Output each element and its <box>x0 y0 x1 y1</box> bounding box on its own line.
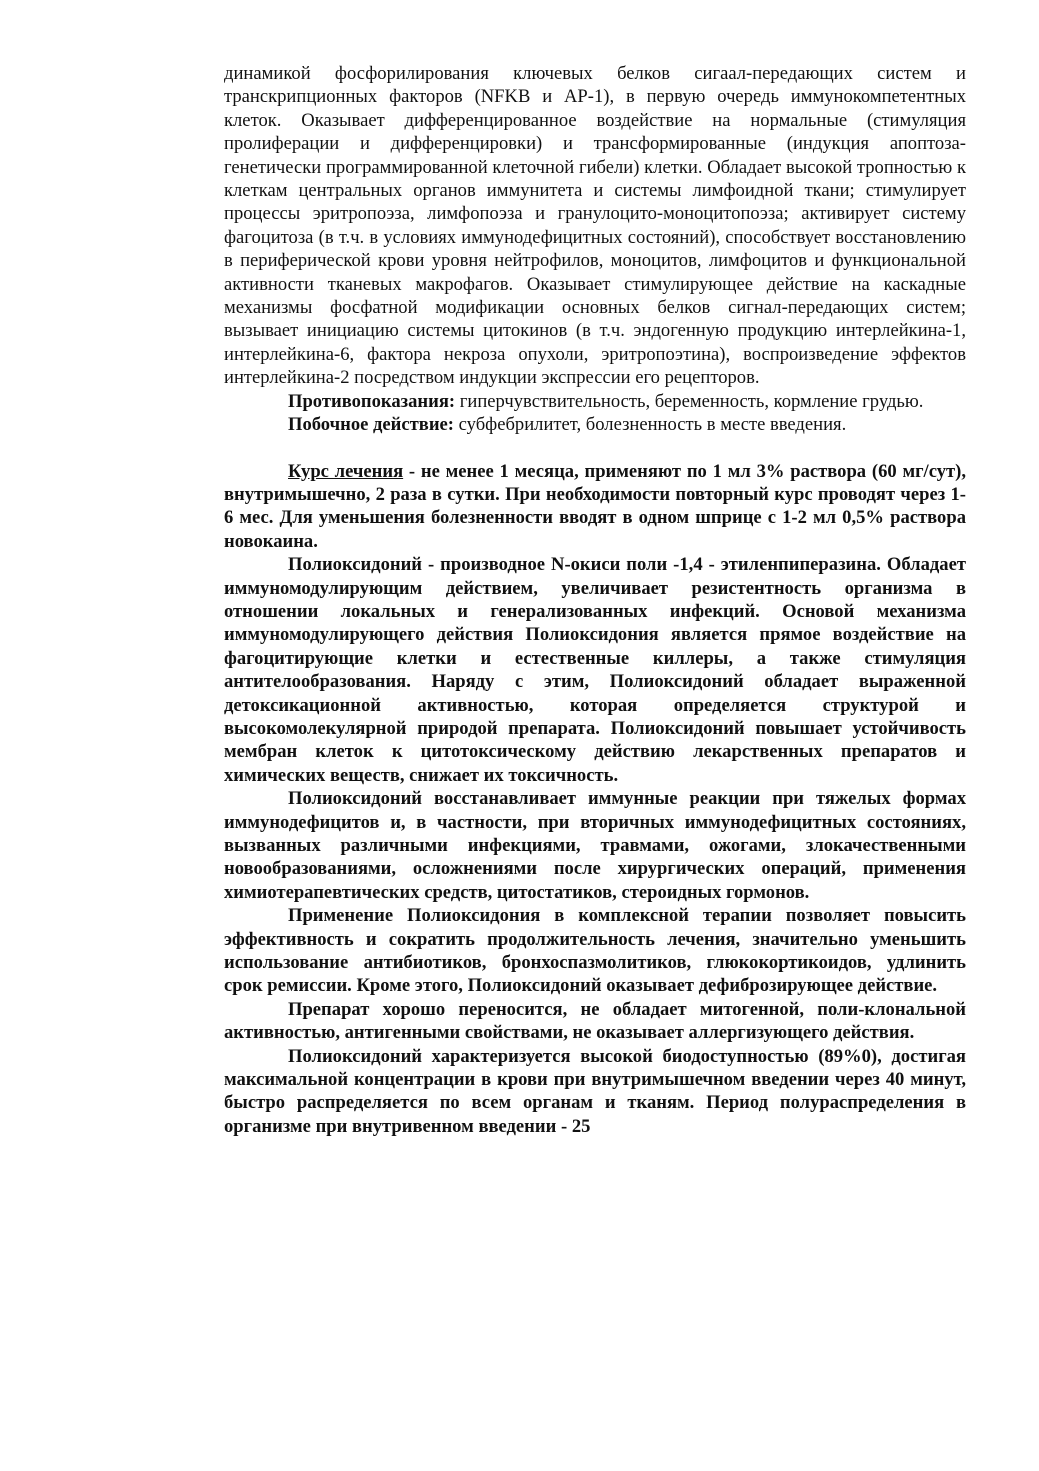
course-label: Курс лечения <box>288 460 404 482</box>
paragraph-polyoxidonium-restores: Полиоксидоний восстанавливает иммунные реакции при тяжелых формах иммунодефицитов и, в частности, при вторичных иммунодефицитных состояниях, вызванных различными инфекциями, травмами, ожогами, злокачественными новообразованиями, осложнениями после хирургических операций, применения химиотерапевтических средств, цитостатиков, стероидных гормонов. <box>224 788 966 903</box>
paragraph-contraindications <box>224 390 966 413</box>
paragraph-mechanism: динамикой фосфорилирования ключевых белков сигаал-передающих систем и транскрипционных факторов (NFKB и AP-1), в первую очередь иммунокомпетентных клеток. Оказывает дифференцированное воздействие на нормальные (стимуляция пролиферации и дифференцировки) и трансформированные (индукция апоптоза- генетически программированной клеточной гибели) клетки. Обладает высокой тропностью к клеткам центральных органов иммунитета и системы лимфоидной ткани; стимулирует процессы эритропоэза, лимфопоэза и гранулоцито-моноцитопоэза; активирует систему фагоцитоза (в т.ч. в условиях иммунодефицитных состояний), способствует восстановлению в периферической крови уровня нейтрофилов, моноцитов, лимфоцитов и функциональной активности тканевых макрофагов. Оказывает стимулирующее действие на каскадные механизмы фосфатной модификации основных белков сигнал-передающих систем; вызывает инициацию системы цитокинов (в т.ч. эндогенную продукцию интерлейкина-1, интерлейкина-6, фактора некроза опухоли, эритропоэтина), воспроизведение эффектов интерлейкина-2 посредством индукции экспрессии его рецепторов. <box>224 63 966 389</box>
contraindications-label: Противопоказания: <box>288 390 456 412</box>
paragraph-tolerability: Препарат хорошо переносится, не обладает митогенной, поли-клональной активностью, антигенными свойствами, не оказывает аллергизующего действия. <box>224 998 966 1044</box>
paragraph-side-effects <box>224 413 966 436</box>
paragraph-polyoxidonium-application: Применение Полиоксидония в комплексной терапии позволяет повысить эффективность и сократить продолжительность лечения, значительно уменьшить использование антибиотиков, бронхоспазмолитиков, глюкокортикоидов, удлинить срок ремиссии. Кроме этого, Полиоксидоний оказывает дефиброзирующее действие. <box>224 905 966 997</box>
paragraph-course <box>224 460 966 554</box>
document-page <box>224 62 966 1138</box>
paragraph-spacer <box>224 437 966 460</box>
paragraph-bioavailability: Полиоксидоний характеризуется высокой биодоступностью (89%0), достигая максимальной концентрации в крови при внутримышечном введении через 40 минут, быстро распределяется по всем органам и тканям. Период полураспределения в организме при внутривенном введении - 25 <box>224 1045 966 1137</box>
paragraph-polyoxidonium-description: Полиоксидоний - производное N-окиси поли -1,4 - этиленпиперазина. Обладает иммуномодулирующим действием, увеличивает резистентность организма в отношении локальных и генерализованных инфекций. Основой механизма иммуномодулирующего действия Полиоксидония является прямое воздействие на фагоцитирующие клетки и естественные киллеры, а также стимуляция антителообразования. Наряду с этим, Полиоксидоний обладает выраженной детоксикационной активностью, которая определяется структурой и высокомолекулярной природой препарата. Полиоксидоний повышает устойчивость мембран клеток к цитотоксическому действию лекарственных препаратов и химических веществ, снижает их токсичность. <box>224 554 966 786</box>
side-effects-text: субфебрилитет, болезненность в месте введения. <box>453 414 847 436</box>
course-text: - не менее 1 месяца, применяют по 1 мл 3% раствора (60 мг/сут), внутримышечно, 2 раза в сутки. При необходимости повторный курс проводят через 1-6 мес. Для уменьшения болезненности вводят в одном шприце с 1-2 мл 0,5% раствора новокаина. <box>224 460 966 552</box>
contraindications-text: гиперчувствительность, беременность, кормление грудью. <box>455 390 924 412</box>
side-effects-label: Побочное действие: <box>288 414 454 436</box>
